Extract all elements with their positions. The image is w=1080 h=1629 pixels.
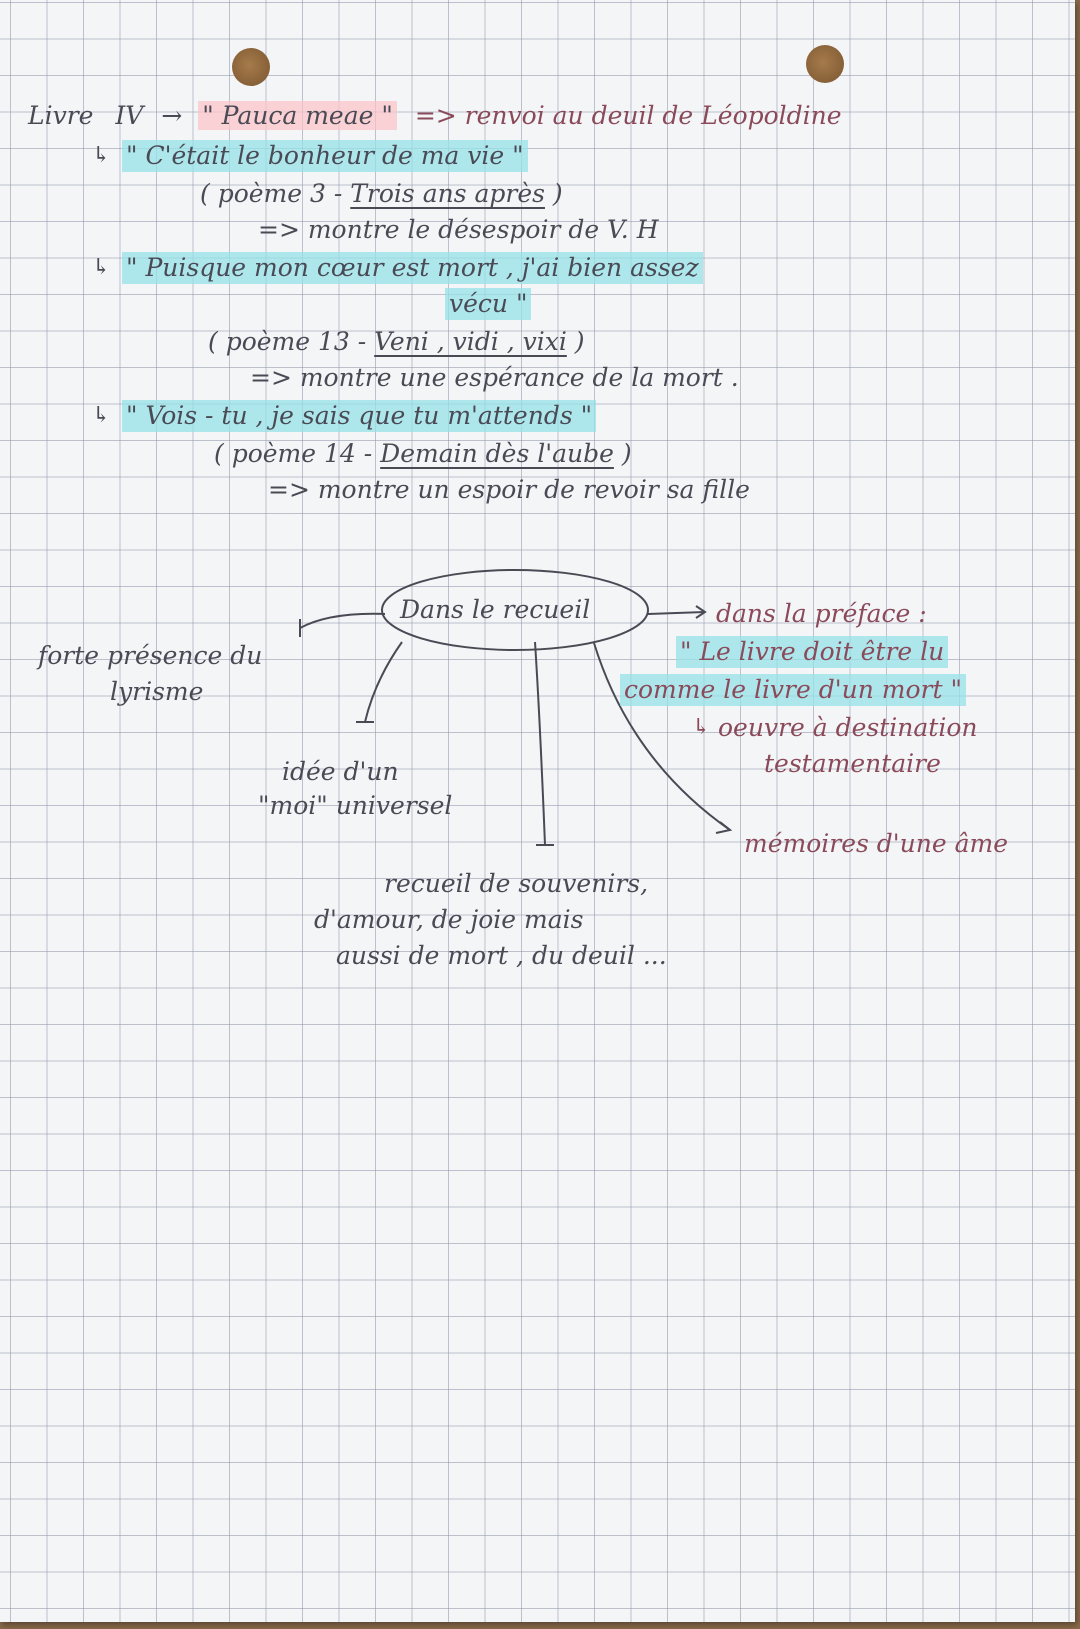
poem-quote: " C'était le bonheur de ma vie " (122, 140, 528, 172)
preface-intro: dans la préface : (716, 599, 927, 628)
book-title: " Pauca meae " (198, 101, 397, 130)
mindmap-center: Dans le recueil (400, 595, 591, 624)
poem-ref-open: ( poème 13 - (208, 327, 375, 356)
arrow-glyph: → (161, 101, 183, 130)
connector-left-bottom (365, 642, 402, 722)
mindmap-leftbottom-line2: "moi" universel (258, 791, 453, 820)
mindmap-bottom-line1: recueil de souvenirs, (384, 869, 649, 898)
poem-note: => montre le désespoir de V. H (258, 215, 659, 244)
connector-left (300, 614, 385, 628)
preface-bullet: ↳ (692, 715, 711, 740)
poem-ref-close: ) (613, 439, 632, 468)
poem-note: => montre une espérance de la mort . (250, 363, 739, 392)
bullet-arrow: ↳ (92, 403, 111, 428)
poem-quote: " Puisque mon cœur est mort , j'ai bien assez (122, 252, 703, 284)
poem-quote-continued: vécu " (445, 288, 531, 320)
connector-right (648, 612, 705, 614)
book-link-note: => renvoi au deuil de Léopoldine (414, 101, 842, 130)
livre-number: IV (115, 101, 144, 130)
mindmap-left-line2: lyrisme (110, 677, 204, 706)
poem-ref-close: ) (566, 327, 585, 356)
poem-ref-title: Trois ans après (350, 179, 545, 208)
livre-label: Livre (28, 101, 94, 130)
mindmap-rightbottom: mémoires d'une âme (744, 829, 1009, 858)
bullet-arrow: ↳ (92, 143, 111, 168)
connector-right-bottom-head (716, 822, 730, 833)
preface-note-line2: testamentaire (764, 749, 941, 778)
preface-note-line1: oeuvre à destination (718, 713, 978, 742)
preface-quote-line2: comme le livre d'un mort " (620, 674, 966, 706)
poem-quote: " Vois - tu , je sais que tu m'attends " (122, 400, 596, 432)
poem-ref-open: ( poème 3 - (200, 179, 351, 208)
mindmap-bottom-line2: d'amour, de joie mais (314, 905, 584, 934)
bullet-arrow: ↳ (92, 255, 111, 280)
poem-ref-close: ) (544, 179, 563, 208)
poem-ref-title: Demain dès l'aube (380, 439, 614, 468)
mindmap-left-line1: forte présence du (38, 641, 263, 670)
preface-quote-line1: " Le livre doit être lu (676, 636, 948, 668)
connector-bottom (535, 642, 545, 845)
poem-ref-open: ( poème 14 - (214, 439, 381, 468)
mindmap-leftbottom-line1: idée d'un (282, 757, 399, 786)
mindmap-bottom-line3: aussi de mort , du deuil ... (336, 941, 667, 970)
poem-ref-title: Veni , vidi , vixi (374, 327, 567, 356)
poem-note: => montre un espoir de revoir sa fille (268, 475, 750, 504)
